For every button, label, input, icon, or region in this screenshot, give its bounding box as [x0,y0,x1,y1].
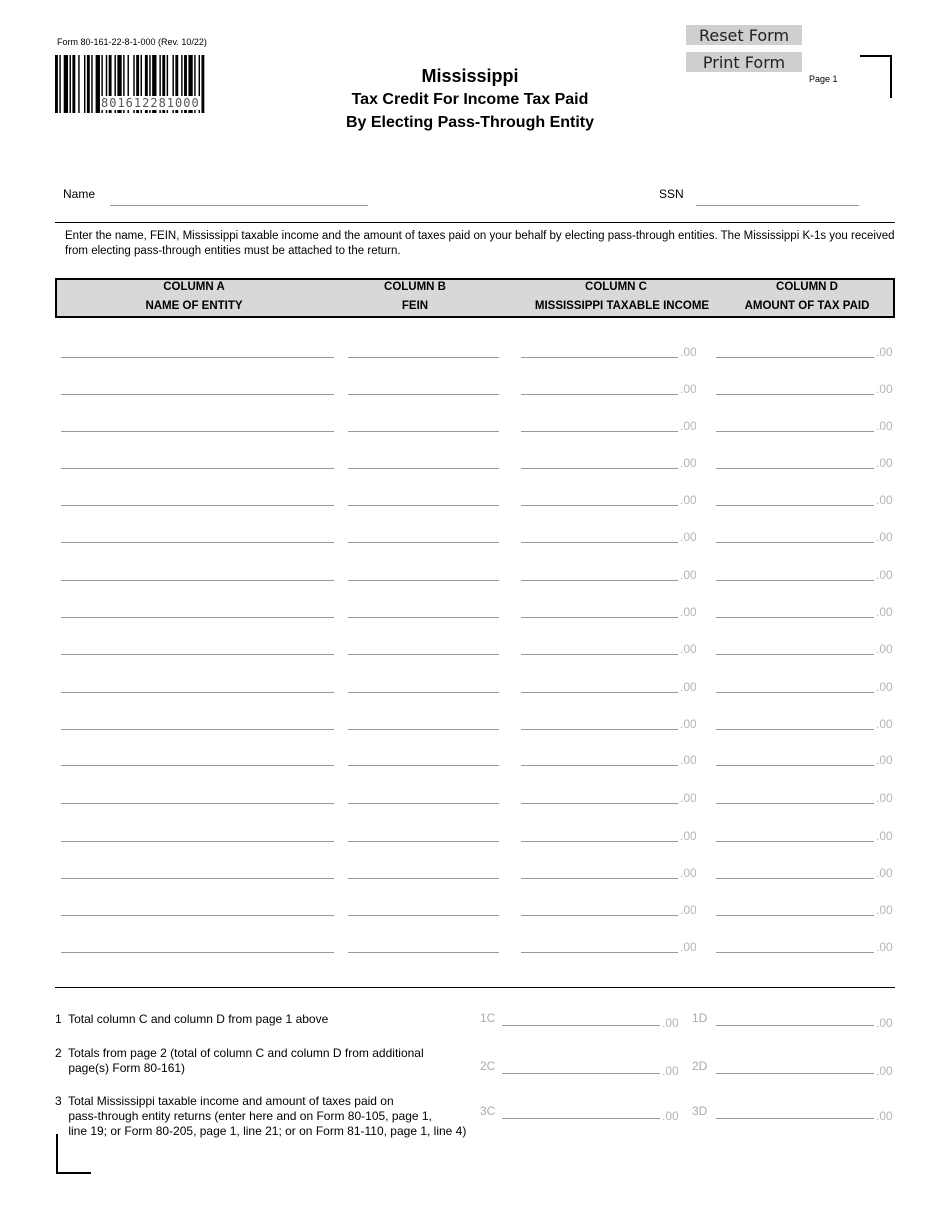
column-d-name: AMOUNT OF TAX PAID [744,300,870,312]
cents-label: .00 [680,717,697,731]
cents-label: .00 [876,382,893,396]
cents-label: .00 [876,419,893,433]
tax-paid-input[interactable] [716,339,874,358]
tax-paid-input[interactable] [716,562,874,581]
taxable-income-input[interactable] [521,524,678,543]
cents-label: .00 [680,829,697,843]
fein-input[interactable] [348,674,499,693]
cents-label: .00 [680,530,697,544]
entity-name-input[interactable] [61,785,334,804]
tax-paid-input[interactable] [716,413,874,432]
cents-label: .00 [662,1109,679,1123]
taxable-income-input[interactable] [521,897,678,916]
cents-label: .00 [680,456,697,470]
tax-paid-input[interactable] [716,785,874,804]
column-a-letter: COLUMN A [163,281,225,293]
barcode-bar [55,55,58,113]
taxable-income-input[interactable] [521,785,678,804]
tax-paid-input[interactable] [716,934,874,953]
cents-label: .00 [876,791,893,805]
form-title-line-2: By Electing Pass-Through Entity [345,114,595,131]
cents-label: .00 [876,642,893,656]
entity-name-input[interactable] [61,934,334,953]
instructions: Enter the name, FEIN, Mississippi taxable income and the amount of taxes paid on your behalf by electing pass-through entities. The Mississippi K-1s you received from electing pass-through entities must be attached to the return. [65,230,895,257]
cents-label: .00 [876,940,893,954]
taxable-income-input[interactable] [521,823,678,842]
column-c-name: MISSISSIPPI TAXABLE INCOME [534,300,710,312]
corner-mark-top-right [860,55,892,98]
cents-label: .00 [680,866,697,880]
entity-name-input[interactable] [61,747,334,766]
cents-label: .00 [876,493,893,507]
cents-label: .00 [876,866,893,880]
entity-name-input[interactable] [61,376,334,395]
fein-input[interactable] [348,636,499,655]
taxable-income-input[interactable] [521,674,678,693]
total-line-text: 1 Total column C and column D from page 1 above [55,1012,329,1026]
tax-paid-input[interactable] [716,747,874,766]
column-c-line-label: 2C [480,1059,496,1073]
fein-input[interactable] [348,785,499,804]
tax-paid-input[interactable] [716,711,874,730]
column-d-line-label: 2D [692,1059,708,1073]
entity-name-input[interactable] [61,674,334,693]
taxable-income-input[interactable] [521,711,678,730]
entity-name-input[interactable] [61,524,334,543]
cents-label: .00 [680,753,697,767]
barcode-bar [64,55,68,113]
cents-label: .00 [876,753,893,767]
fein-input[interactable] [348,376,499,395]
cents-label: .00 [876,456,893,470]
column-b-letter: COLUMN B [384,281,446,293]
column-b-name: FEIN [401,300,429,312]
total-c-input[interactable] [502,1055,660,1074]
column-c-line-label: 1C [480,1011,496,1025]
cents-label: .00 [680,903,697,917]
entity-name-input[interactable] [61,897,334,916]
column-d-line-label: 3D [692,1104,708,1118]
entity-name-input[interactable] [61,860,334,879]
cents-label: .00 [876,1016,893,1030]
tax-paid-input[interactable] [716,599,874,618]
fein-input[interactable] [348,747,499,766]
tax-paid-input[interactable] [716,636,874,655]
fein-input[interactable] [348,823,499,842]
cents-label: .00 [680,680,697,694]
barcode-bar [59,55,60,113]
barcode-bar [84,55,85,113]
fein-input[interactable] [348,599,499,618]
taxable-income-input[interactable] [521,599,678,618]
cents-label: .00 [680,493,697,507]
taxable-income-input[interactable] [521,860,678,879]
tax-paid-input[interactable] [716,376,874,395]
tax-paid-input[interactable] [716,860,874,879]
cents-label: .00 [680,791,697,805]
name-input[interactable] [110,187,368,206]
print-form-button[interactable]: Print Form [686,52,802,72]
total-line-text: 3 Total Mississippi taxable income and amount of taxes paid on pass-through entity returns (enter here and on Form 80-105, page 1, line 19; or Form 80-205, page 1, line 21; or on Form 81-110, page 1, line 4) [55,1094,467,1138]
name-label: Name [63,187,96,201]
barcode-bar [201,55,204,113]
reset-form-button[interactable]: Reset Form [686,25,802,45]
cents-label: .00 [876,903,893,917]
column-a-name: NAME OF ENTITY [145,300,243,312]
cents-label: .00 [876,680,893,694]
fein-input[interactable] [348,897,499,916]
cents-label: .00 [876,605,893,619]
column-c-letter: COLUMN C [585,281,647,293]
taxable-income-input[interactable] [521,339,678,358]
entity-name-input[interactable] [61,413,334,432]
fein-input[interactable] [348,450,499,469]
cents-label: .00 [662,1016,679,1030]
cents-label: .00 [662,1064,679,1078]
tax-paid-input[interactable] [716,524,874,543]
ssn-label: SSN [659,187,684,201]
fein-input[interactable] [348,413,499,432]
cents-label: .00 [680,568,697,582]
cents-label: .00 [680,345,697,359]
fein-input[interactable] [348,487,499,506]
column-header-band [55,278,895,318]
total-d-input[interactable] [716,1007,874,1026]
total-c-input[interactable] [502,1007,660,1026]
tax-paid-input[interactable] [716,897,874,916]
taxable-income-input[interactable] [521,487,678,506]
entity-name-input[interactable] [61,636,334,655]
section-divider [55,222,895,223]
entity-name-input[interactable] [61,599,334,618]
tax-paid-input[interactable] [716,487,874,506]
column-d-line-label: 1D [692,1011,708,1025]
page-number: Page 1 [809,74,838,84]
form-state-title: Mississippi [421,66,519,86]
cents-label: .00 [876,568,893,582]
cents-label: .00 [680,605,697,619]
taxable-income-input[interactable] [521,562,678,581]
total-d-input[interactable] [716,1100,874,1119]
barcode-bar [70,55,71,113]
cents-label: .00 [876,1064,893,1078]
cents-label: .00 [680,419,697,433]
fein-input[interactable] [348,711,499,730]
column-d-letter: COLUMN D [776,281,838,293]
fein-input[interactable] [348,934,499,953]
cents-label: .00 [876,1109,893,1123]
fein-input[interactable] [348,860,499,879]
taxable-income-input[interactable] [521,413,678,432]
cents-label: .00 [876,345,893,359]
entity-name-input[interactable] [61,450,334,469]
entity-name-input[interactable] [61,487,334,506]
taxable-income-input[interactable] [521,450,678,469]
cents-label: .00 [680,382,697,396]
total-d-input[interactable] [716,1055,874,1074]
total-c-input[interactable] [502,1100,660,1119]
column-c-line-label: 3C [480,1104,496,1118]
tax-paid-input[interactable] [716,674,874,693]
cents-label: .00 [680,642,697,656]
cents-label: .00 [876,530,893,544]
corner-mark-bottom-left [56,1134,91,1174]
tax-paid-input[interactable] [716,823,874,842]
total-line-text: 2 Totals from page 2 (total of column C and column D from additional page(s) Form 80-161) [55,1046,424,1075]
fein-input[interactable] [348,339,499,358]
form-id: Form 80-161-22-8-1-000 (Rev. 10/22) [57,37,207,47]
barcode-number: 801612281000 [101,96,200,110]
entity-name-input[interactable] [61,823,334,842]
taxable-income-input[interactable] [521,934,678,953]
entity-name-input[interactable] [61,562,334,581]
ssn-input[interactable] [696,187,859,206]
cents-label: .00 [876,829,893,843]
fein-input[interactable] [348,524,499,543]
taxable-income-input[interactable] [521,636,678,655]
form-title-line-1: Tax Credit For Income Tax Paid [351,91,589,108]
taxable-income-input[interactable] [521,747,678,766]
fein-input[interactable] [348,562,499,581]
entity-name-input[interactable] [61,339,334,358]
entity-name-input[interactable] [61,711,334,730]
tax-paid-input[interactable] [716,450,874,469]
totals-divider [55,987,895,988]
cents-label: .00 [680,940,697,954]
barcode-bar [78,55,79,113]
cents-label: .00 [876,717,893,731]
barcode-bar [87,55,90,113]
taxable-income-input[interactable] [521,376,678,395]
barcode-bar [91,55,92,113]
barcode-bar [72,55,75,113]
